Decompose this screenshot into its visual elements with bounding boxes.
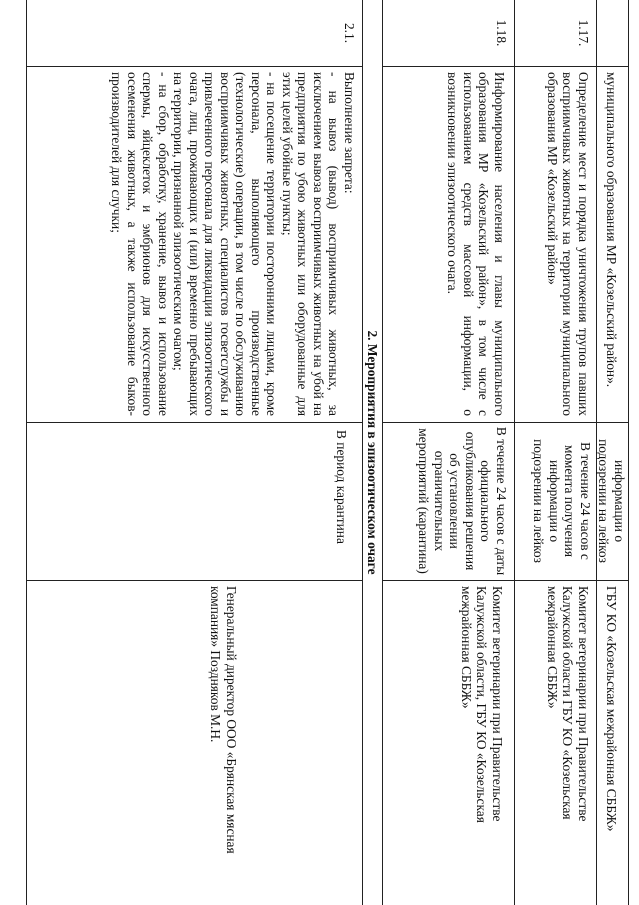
column-divider: [383, 66, 629, 67]
column-divider: [27, 580, 363, 581]
section-heading: 2. Мероприятия в эпизоотическом очаге: [365, 330, 380, 575]
row-number: 2.1.: [342, 22, 357, 44]
timing-text: В течение 24 часов с момента получения информации о подозрении на лейкоз: [531, 439, 593, 563]
action-text: Выполнение запрета: - на вывоз (вывод) восприимчивых животных, за исключением вывоза восприимчивых животных на убой на предприятия по убою животных или оборудованные для этих целей убойные пункты; - на посещение территории посторонними лицами, кроме персонала, выполняющего производственные (технологические) операции, в том числе по обслуживанию восприимчивых животных, специалистов госветслужбы и привлеченного персонала для ликвидации эпизоотического очага, лиц, проживающих и (или) временно пребывающих на территории, признанной эпизоотическим очагом; - на сбор, обработку, хранение, вывоз и использование спермы, яйцеклеток и эмбрионов для искусственного осеменения животных, а также использование быков-производителей для случки;: [109, 72, 357, 416]
row-divider: [514, 0, 515, 905]
responsible-text: Генеральный директор ООО «Брянская мясная компания» Поздняков М.Н.: [208, 586, 239, 854]
timing-text: В период карантина: [334, 430, 349, 544]
action-text: Информирование населения и главы муниципального образования МР «Козельский район», в том числе с использованием средств массовой информации, о возникновении эпизоотического очага.: [445, 72, 507, 416]
column-divider: [27, 66, 363, 67]
timing-text: информации о подозрении на лейкоз: [596, 439, 627, 563]
action-text: муниципального образования МР «Козельский район».: [604, 72, 619, 388]
row-number: 1.17.: [576, 19, 591, 47]
page-edge-top: [628, 0, 629, 905]
row-divider: [26, 0, 27, 905]
row-number: 1.18.: [494, 19, 509, 47]
timing-text: В течение 24 часов с даты официального опубликования решения об установлении ограничительных мероприятий (карантина): [416, 426, 509, 576]
column-divider: [383, 580, 629, 581]
responsible-text: ГБУ КО «Козельская межрайонная СББЖ»: [604, 586, 619, 832]
row-divider: [362, 0, 363, 905]
row-divider: [382, 0, 383, 905]
action-text: Определение мест и порядка уничтожения трупов павших восприимчивых животных на территории муниципального образования МР «Козельский район»: [545, 72, 591, 416]
responsible-text: Комитет ветеринарии при Правительстве Калужской области, ГБУ КО «Козельская межрайонная СББЖ»: [459, 586, 505, 823]
column-divider: [383, 422, 629, 423]
column-divider: [27, 422, 363, 423]
responsible-text: Комитет ветеринарии при Правительстве Калужской области ГБУ КО «Козельская межрайонная СББЖ»: [545, 586, 591, 822]
